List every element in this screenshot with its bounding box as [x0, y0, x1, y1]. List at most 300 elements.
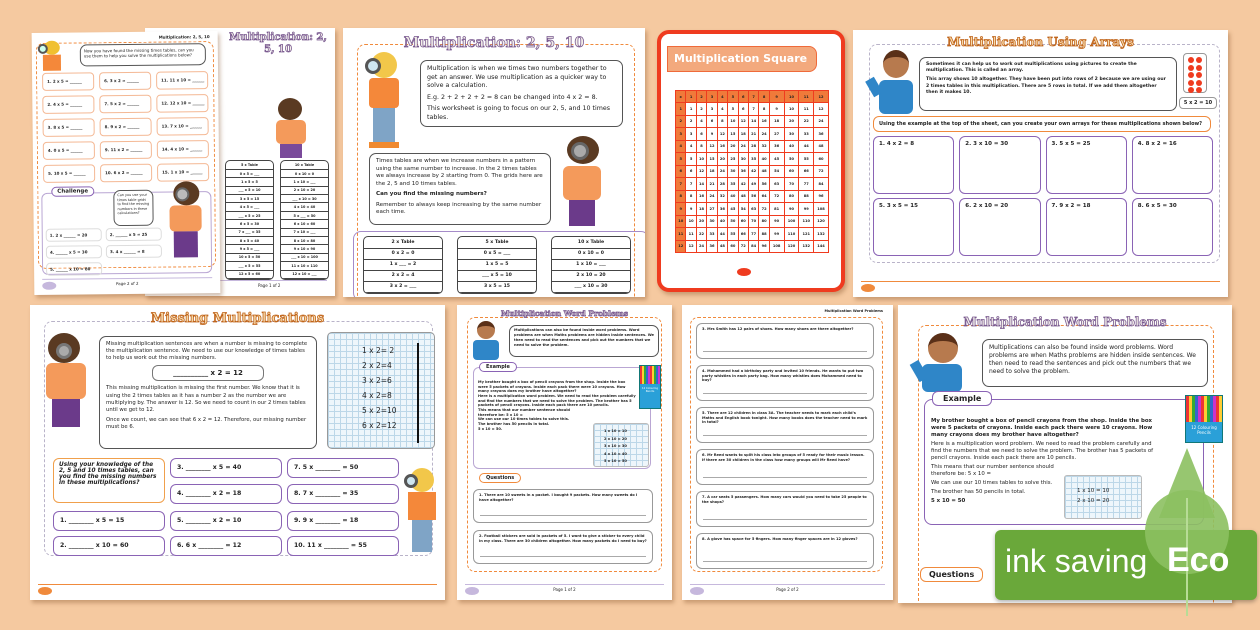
crayon-box-image: 12 Colouring Pencils: [639, 365, 661, 409]
times-table: [551, 236, 631, 294]
square-cell: 10: [728, 115, 738, 128]
worksheet-title: Multiplication: 2, 5, 10: [229, 32, 327, 55]
square-cell: 36: [769, 140, 784, 153]
page-number: Page 2 of 2: [776, 587, 799, 592]
page-header: Multiplication: 2, 5, 10: [158, 34, 210, 40]
speech-bubble: Sometimes it can help us to work out multiplications using pictures to create the multiplication. This is called an array. This array shows 10 altogether. They have been put into rows of 2 because we are using our 2 times tables in this multiplication. There are 5 rows in total. If we add them altogether then it makes 10.: [919, 57, 1177, 111]
grid-fact: 6 x 2=12: [362, 421, 397, 430]
girl-magnifier-illustration: [553, 136, 611, 228]
square-cell: 25: [728, 153, 738, 166]
square-header-cell: 4: [717, 91, 727, 103]
square-cell: 30: [784, 128, 799, 141]
square-cell: 20: [717, 153, 727, 166]
square-cell: 108: [814, 203, 829, 216]
square-cell: 36: [717, 203, 727, 216]
grid-fact: 1 x 2= 2: [362, 346, 395, 355]
square-header-cell: 4: [676, 140, 686, 153]
times-table-row: 2 x 2 = 4: [364, 270, 442, 281]
times-table-grid: [327, 332, 435, 449]
square-cell: 49: [748, 178, 758, 191]
square-cell: 120: [784, 240, 799, 253]
square-cell: 8: [717, 115, 727, 128]
girl-magnifier-illustration: [38, 333, 96, 431]
times-table-row: 11 x 10 = 110: [281, 262, 328, 270]
square-cell: 2: [696, 103, 706, 116]
times-table: [363, 236, 443, 294]
grid-fact: 3 x 10 = 30: [604, 444, 627, 448]
ink-saving-label: ink saving: [1005, 543, 1148, 579]
question-text: 5. There are 12 children in class 3A. The teacher needs to mark each child's Maths and English book tonight. How many books does the teacher need to mark in total?: [702, 411, 868, 425]
square-cell: 66: [799, 165, 814, 178]
times-table: [457, 236, 537, 294]
grid-fact: 2 x 2=4: [362, 361, 392, 370]
square-cell: 60: [728, 240, 738, 253]
array-answer-box: 1. 4 x 2 = 8: [873, 136, 954, 194]
challenge-label: Challenge: [51, 186, 94, 196]
times-table-row: ___ x 5 = 25: [226, 211, 273, 219]
square-cell: 80: [759, 215, 769, 228]
square-cell: 121: [799, 228, 814, 241]
speech-bubble-times-tables: Times tables are when we increase numbers in a pattern using the same number to increase. In the 2 times tables we always increase by 2 starting from 0. The grids here are the 2, 5 and 10 times tables. Can you find the missing numbers? Remember to always keep increasing by the same number each time.: [369, 153, 551, 225]
square-header-cell: 2: [676, 115, 686, 128]
square-cell: 88: [759, 228, 769, 241]
square-cell: 33: [707, 228, 717, 241]
worksheet-word-problems-page-2: [682, 305, 893, 600]
times-table-row: 0 x 10 = 0: [281, 169, 328, 177]
times-table-grid: [1064, 475, 1142, 519]
worksheet-missing-multiplications: [30, 305, 445, 600]
problem-box: 2. 4 x 5 = ______: [42, 95, 94, 114]
square-cell: 44: [799, 140, 814, 153]
times-table-header: 10 x Table: [552, 237, 630, 248]
square-header-cell: 5: [676, 153, 686, 166]
problem-box: 3. 8 x 5 = ______: [43, 118, 95, 137]
square-header-cell: 12: [676, 240, 686, 253]
square-cell: 88: [799, 190, 814, 203]
square-cell: 72: [759, 203, 769, 216]
times-table-row: 2 x 10 = 20: [552, 270, 630, 281]
boy-waving-illustration: [912, 333, 970, 393]
square-cell: 132: [814, 228, 829, 241]
array-example-equation: 5 x 2 = 10: [1179, 97, 1217, 109]
instruction-box: Using your knowledge of the 2, 5 and 10 times tables, can you find the missing numbers in these multiplications?: [53, 458, 165, 503]
square-cell: 35: [728, 178, 738, 191]
speech-bubble-intro: Multiplication is when we times two numbers together to get an answer. We use multiplication as a quicker way to solve a calculation. E.g. 2 + 2 + 2 + 2 = 8 can be changed into 4 x 2 = 8. This worksheet is going to focus on our 2, 5, and 10 times tables.: [420, 60, 623, 127]
square-cell: 48: [717, 240, 727, 253]
square-cell: 60: [814, 153, 829, 166]
square-cell: 96: [814, 190, 829, 203]
grid-fact: 5 x 2=10: [362, 406, 397, 415]
missing-problem-box: 7. 5 x ________ = 50: [287, 458, 399, 478]
square-header-cell: 11: [799, 91, 814, 103]
times-table-row: 4 x 10 = 40: [281, 203, 328, 211]
missing-problem-box: 10. 11 x ________ = 55: [287, 536, 399, 556]
missing-problem-box: 6. 6 x ________ = 12: [170, 536, 282, 556]
square-cell: 27: [769, 128, 784, 141]
page-footer: [38, 584, 437, 594]
square-cell: 27: [707, 203, 717, 216]
square-cell: 24: [707, 190, 717, 203]
problem-box: 1. 2 x 5 = ______: [42, 72, 94, 91]
square-cell: 10: [686, 215, 696, 228]
boy-waving-illustration: [869, 50, 917, 116]
square-cell: 120: [814, 215, 829, 228]
example-equation: __________ x 2 = 12: [152, 365, 264, 381]
square-cell: 6: [686, 165, 696, 178]
multiplication-square-poster: [657, 30, 845, 292]
square-cell: 18: [696, 203, 706, 216]
square-cell: 12: [686, 240, 696, 253]
square-cell: 16: [759, 115, 769, 128]
times-table-row: 12 x 10 = ___: [281, 270, 328, 278]
times-table-header: 5 x Table: [226, 161, 273, 169]
times-table-row: 1 x ___ = 2: [364, 259, 442, 270]
challenge-problem: 2. ______ x 5 = 25: [106, 228, 162, 242]
example-section: My brother bought a box of pencil crayons from the shop. Inside the box were 5 packets of crayons. Inside each pack there were 10 crayons. How many crayons does my brother have altogether? Here is a multiplication word problem. We need to read the problem carefully and find the numbers that we need to solve the problem. The brother has 5 packets of pencil crayons. Inside each pack there are 10 pencils. This means that our number sentence should therefore be: 5 x 10 = We can use our 10 times tables to solve this. The brother has 50 pencils in total. 5 x 10 = 50: [924, 399, 1204, 525]
square-cell: 132: [799, 240, 814, 253]
square-header-cell: 5: [728, 91, 738, 103]
problem-box: 9. 11 x 2 = ______: [100, 141, 152, 160]
times-table-row: 2 x 10 = 20: [281, 186, 328, 194]
worksheet-title: Multiplication Word Problems: [501, 309, 628, 318]
times-table-grid: [552, 237, 630, 293]
crayon-box-image: 12 Colouring Pencils: [1185, 395, 1223, 443]
square-cell: 3: [686, 128, 696, 141]
times-table-row: 7 x ___ = 35: [226, 228, 273, 236]
square-cell: 11: [686, 228, 696, 241]
challenge-problem: 4. ______ x 5 = 30: [46, 245, 102, 259]
square-cell: 99: [799, 203, 814, 216]
square-cell: 110: [784, 228, 799, 241]
grid-fact: 2 x 10 = 20: [604, 436, 627, 441]
square-header-cell: x: [676, 91, 686, 103]
square-cell: 24: [696, 240, 706, 253]
times-table-row: 8 x 10 = 80: [281, 237, 328, 245]
array-dots-example: [1183, 53, 1207, 93]
square-cell: 60: [738, 215, 748, 228]
page-footer: [42, 277, 212, 289]
questions-label: Questions: [920, 567, 983, 582]
problem-box: 8. 9 x 2 = ______: [100, 118, 152, 137]
square-cell: 9: [769, 103, 784, 116]
square-cell: 22: [799, 115, 814, 128]
times-table-header: 10 x Table: [281, 161, 328, 169]
square-cell: 36: [814, 128, 829, 141]
square-cell: 20: [728, 140, 738, 153]
square-header-cell: 2: [696, 91, 706, 103]
square-cell: 21: [748, 128, 758, 141]
square-cell: 54: [738, 203, 748, 216]
missing-problem-box: 9. 9 x ________ = 18: [287, 511, 399, 531]
square-cell: 70: [784, 178, 799, 191]
square-cell: 40: [717, 215, 727, 228]
square-header-cell: 11: [676, 228, 686, 241]
grid-fact: 1 x 10 = 10: [1077, 488, 1110, 494]
problem-box: 12. 12 x 10 = ______: [156, 94, 208, 113]
times-table-row: ___ x 10 = 30: [281, 195, 328, 203]
square-header-cell: 10: [676, 215, 686, 228]
ink-saving-eco-badge: [995, 530, 1257, 600]
boy-magnifier-illustration: [402, 468, 440, 558]
times-table-row: 9 x 10 = 90: [281, 245, 328, 253]
square-header-cell: 12: [814, 91, 829, 103]
problem-box: 11. 11 x 10 = ______: [156, 71, 208, 90]
times-table-row: 1 x 10 = ___: [552, 259, 630, 270]
square-cell: 81: [769, 203, 784, 216]
square-cell: 33: [799, 128, 814, 141]
boy-magnifier-illustration: [359, 52, 411, 150]
square-cell: 70: [748, 215, 758, 228]
square-cell: 64: [759, 190, 769, 203]
square-cell: 48: [738, 190, 748, 203]
square-cell: 12: [717, 128, 727, 141]
square-cell: 30: [738, 153, 748, 166]
times-table-row: 0 x 2 = 0: [364, 248, 442, 259]
square-cell: 18: [707, 165, 717, 178]
speech-bubble: Missing multiplication sentences are when a number is missing to complete the multiplication sentence. We need to use our knowledge of times tables to help us work out the missing numbers. __________ x 2 = 12 This missing multiplication is missing the first number. We know that it is using the 2 times tables as it has a number 2 as the number we are multiplying by. The answer is 12. So we need to count in our 2 times tables until we get to 12. Once we count, we can see that 6 x 2 = 12. Therefore, our missing number must be 6.: [99, 336, 317, 449]
square-cell: 44: [717, 228, 727, 241]
square-header-cell: 8: [676, 190, 686, 203]
problem-box: 10. 6 x 2 = ______: [100, 164, 152, 183]
square-cell: 66: [738, 228, 748, 241]
array-answer-box: 4. 8 x 2 = 16: [1132, 136, 1213, 194]
square-header-cell: 6: [738, 91, 748, 103]
square-cell: 3: [707, 103, 717, 116]
worksheet-title: Multiplication Using Arrays: [947, 35, 1134, 49]
square-cell: 56: [759, 178, 769, 191]
square-header-cell: 9: [769, 91, 784, 103]
square-cell: 22: [696, 228, 706, 241]
page-footer: [690, 584, 885, 594]
array-answer-box: 2. 3 x 10 = 30: [959, 136, 1040, 194]
square-cell: 30: [728, 165, 738, 178]
question-box: [473, 530, 653, 564]
square-cell: 8: [759, 103, 769, 116]
square-cell: 11: [799, 103, 814, 116]
square-cell: 72: [738, 240, 748, 253]
challenge-speech: Can you use your times table grids to find the missing numbers in these calculations?: [113, 190, 153, 226]
missing-problem-box: 2. ________ x 10 = 60: [53, 536, 165, 556]
missing-problem-box: 5. ________ x 2 = 10: [170, 511, 282, 531]
square-cell: 9: [686, 203, 696, 216]
square-cell: 5: [728, 103, 738, 116]
times-table-header: 2 x Table: [364, 237, 442, 248]
square-cell: 16: [696, 190, 706, 203]
answer-line: [480, 515, 646, 516]
square-cell: 84: [814, 178, 829, 191]
grid-fact: 3 x 2=6: [362, 376, 392, 385]
array-answer-box: 5. 3 x 5 = 15: [873, 198, 954, 256]
times-table-grid: [458, 237, 536, 293]
square-cell: 100: [784, 215, 799, 228]
square-header-cell: 6: [676, 165, 686, 178]
square-header-cell: 1: [676, 103, 686, 116]
page-footer: [465, 584, 664, 594]
missing-problem-box: 3. ________ x 5 = 40: [170, 458, 282, 478]
square-cell: 32: [717, 190, 727, 203]
times-table-row: ___ x 10 = 100: [281, 253, 328, 261]
square-cell: 12: [738, 115, 748, 128]
square-cell: 56: [748, 190, 758, 203]
challenge-problem: 3. 4 x ______ = 8: [106, 245, 162, 259]
times-table-row: 0 x 5 = ___: [226, 169, 273, 177]
problem-box: 4. 0 x 5 = ______: [43, 141, 95, 160]
answer-line: [703, 561, 867, 562]
example-label: Example: [932, 391, 992, 406]
multiplication-square-table: [675, 90, 829, 253]
question-text: 8. A glove has space for 5 fingers. How many finger spaces are in 12 gloves?: [702, 537, 858, 541]
square-cell: 36: [738, 165, 748, 178]
answer-line: [480, 556, 646, 557]
twinkl-logo: [737, 268, 751, 276]
times-table: [225, 160, 274, 280]
question-box: [696, 323, 874, 359]
times-table-row: 9 x 5 = ___: [226, 245, 273, 253]
worksheet-multiplication-arrays: [853, 30, 1228, 297]
square-cell: 14: [696, 178, 706, 191]
square-cell: 36: [707, 240, 717, 253]
square-cell: 21: [707, 178, 717, 191]
question-text: 2. Football stickers are sold in packets of 5. I want to give a sticker to every child in my class. There are 30 children altogether. How many packets do I need to buy?: [479, 534, 647, 543]
question-text: 7. A car seats 5 passengers. How many cars would you need to take 25 people to the shops?: [702, 495, 867, 504]
answer-line: [703, 519, 867, 520]
square-cell: 7: [686, 178, 696, 191]
missing-problem-box: 4. ________ x 2 = 18: [170, 484, 282, 504]
square-cell: 12: [696, 165, 706, 178]
speech-bubble: Now you have found the missing times tables, can you use them to help you solve the multiplications below?: [80, 43, 206, 66]
grid-fact: 2 x 10 = 20: [1077, 498, 1110, 504]
times-table-grid: [226, 161, 273, 279]
square-cell: 2: [686, 115, 696, 128]
times-table-row: ___ x 5 = 55: [226, 262, 273, 270]
missing-problem-box: 1. ________ x 5 = 15: [53, 511, 165, 531]
square-header-cell: 1: [686, 91, 696, 103]
array-answer-box: 6. 2 x 10 = 20: [959, 198, 1040, 256]
question-box: [696, 365, 874, 401]
square-header-cell: 10: [784, 91, 799, 103]
square-cell: 12: [814, 103, 829, 116]
square-cell: 45: [769, 153, 784, 166]
times-table-grid: [593, 423, 649, 467]
square-cell: 77: [799, 178, 814, 191]
square-cell: 20: [696, 215, 706, 228]
square-cell: 60: [784, 165, 799, 178]
square-cell: 24: [759, 128, 769, 141]
square-cell: 9: [707, 128, 717, 141]
times-table-row: 1 x 5 = 5: [226, 178, 273, 186]
times-table-row: 3 x 5 = 15: [226, 195, 273, 203]
square-cell: 99: [769, 228, 784, 241]
question-text: 3. Mrs Smith has 12 pairs of shoes. How many shoes are there altogether?: [702, 327, 854, 331]
times-table-row: ___ x 5 = 10: [458, 270, 536, 281]
times-table-row: 1 x 5 = 5: [458, 259, 536, 270]
page-number: Page 2 of 2: [116, 280, 139, 287]
answer-line: [703, 477, 867, 478]
times-table-row: 1 x 10 = ___: [281, 178, 328, 186]
square-header-cell: 3: [676, 128, 686, 141]
worksheet-multiplication-2-5-10: [343, 28, 645, 297]
square-cell: 35: [748, 153, 758, 166]
square-cell: 18: [738, 128, 748, 141]
instruction-box: Using the example at the top of the sheet, can you create your own arrays for these multiplications shown below?: [873, 116, 1211, 132]
array-answer-box: 3. 5 x 5 = 25: [1046, 136, 1127, 194]
answer-line: [703, 393, 867, 394]
question-text: 1. There are 10 sweets in a packet. I bought 9 packets. How many sweets do I have altogether?: [479, 493, 638, 502]
times-table-row: 0 x 10 = 0: [552, 248, 630, 259]
times-table-row: 5 x ___ = 50: [281, 211, 328, 219]
square-cell: 55: [728, 228, 738, 241]
square-cell: 8: [696, 140, 706, 153]
answer-line: [703, 435, 867, 436]
square-cell: 50: [728, 215, 738, 228]
grid-fact: 1 x 10 = 10: [604, 429, 627, 433]
question-box: [696, 491, 874, 527]
worksheet-word-problems-page-1: [457, 305, 672, 600]
square-cell: 144: [814, 240, 829, 253]
worksheet-front-page: [32, 31, 221, 295]
worksheet-title: Multiplication Word Problems: [963, 315, 1167, 329]
example-label: Example: [479, 362, 517, 372]
challenge-problem: 5. ______ x 10 = 80: [46, 262, 102, 276]
grid-fact: 4 x 10 = 40: [604, 451, 627, 456]
square-cell: 54: [769, 165, 784, 178]
problem-box: 13. 7 x 10 = ______: [157, 117, 209, 136]
girl-magnifier-illustration: [270, 98, 315, 158]
square-cell: 10: [784, 103, 799, 116]
square-header-cell: 7: [748, 91, 758, 103]
square-cell: 28: [717, 178, 727, 191]
square-cell: 4: [686, 140, 696, 153]
square-cell: 80: [784, 190, 799, 203]
questions-label: Questions: [479, 473, 521, 483]
times-table-row: 8 x 5 = 40: [226, 237, 273, 245]
square-cell: 14: [748, 115, 758, 128]
square-cell: 50: [784, 153, 799, 166]
page-header: Multiplication Word Problems: [824, 309, 883, 313]
square-cell: 1: [686, 103, 696, 116]
square-cell: 8: [686, 190, 696, 203]
square-cell: 90: [769, 215, 784, 228]
question-text: 6. Mr Reed wants to split his class into groups of 5 ready for their music lesson. If there are 30 children in the class how many groups will Mr Reed have?: [702, 453, 865, 462]
square-cell: 72: [769, 190, 784, 203]
times-table-row: 7 x 10 = ___: [281, 228, 328, 236]
square-cell: 6: [738, 103, 748, 116]
times-table-row: 0 x 5 = ___: [458, 248, 536, 259]
square-cell: 63: [748, 203, 758, 216]
question-text: 4. Mohammed had a birthday party and invited 10 friends. He wants to put two party whistles in each party bag. How many whistles does Mohammed need to buy?: [702, 369, 864, 383]
square-cell: 108: [769, 240, 784, 253]
times-table-header: 5 x Table: [458, 237, 536, 248]
square-cell: 40: [759, 153, 769, 166]
square-cell: 24: [814, 115, 829, 128]
square-cell: 55: [799, 153, 814, 166]
square-cell: 30: [707, 215, 717, 228]
times-table-row: 10 x 5 = 50: [226, 253, 273, 261]
boy-magnifier-illustration: [40, 41, 66, 71]
square-cell: 4: [696, 115, 706, 128]
square-header-cell: 7: [676, 178, 686, 191]
array-answer-box: 8. 6 x 5 = 30: [1132, 198, 1213, 256]
square-header-cell: 8: [759, 91, 769, 103]
times-table-grid: [281, 161, 328, 279]
page-number: Page 1 of 2: [258, 283, 281, 288]
problem-box: 15. 1 x 10 = ______: [157, 163, 209, 182]
square-cell: 32: [759, 140, 769, 153]
times-table-row: 4 x 5 = ___: [226, 203, 273, 211]
eco-label: Eco: [1167, 541, 1230, 579]
page-footer: [861, 281, 1220, 291]
girl-magnifier-illustration: [161, 181, 212, 262]
